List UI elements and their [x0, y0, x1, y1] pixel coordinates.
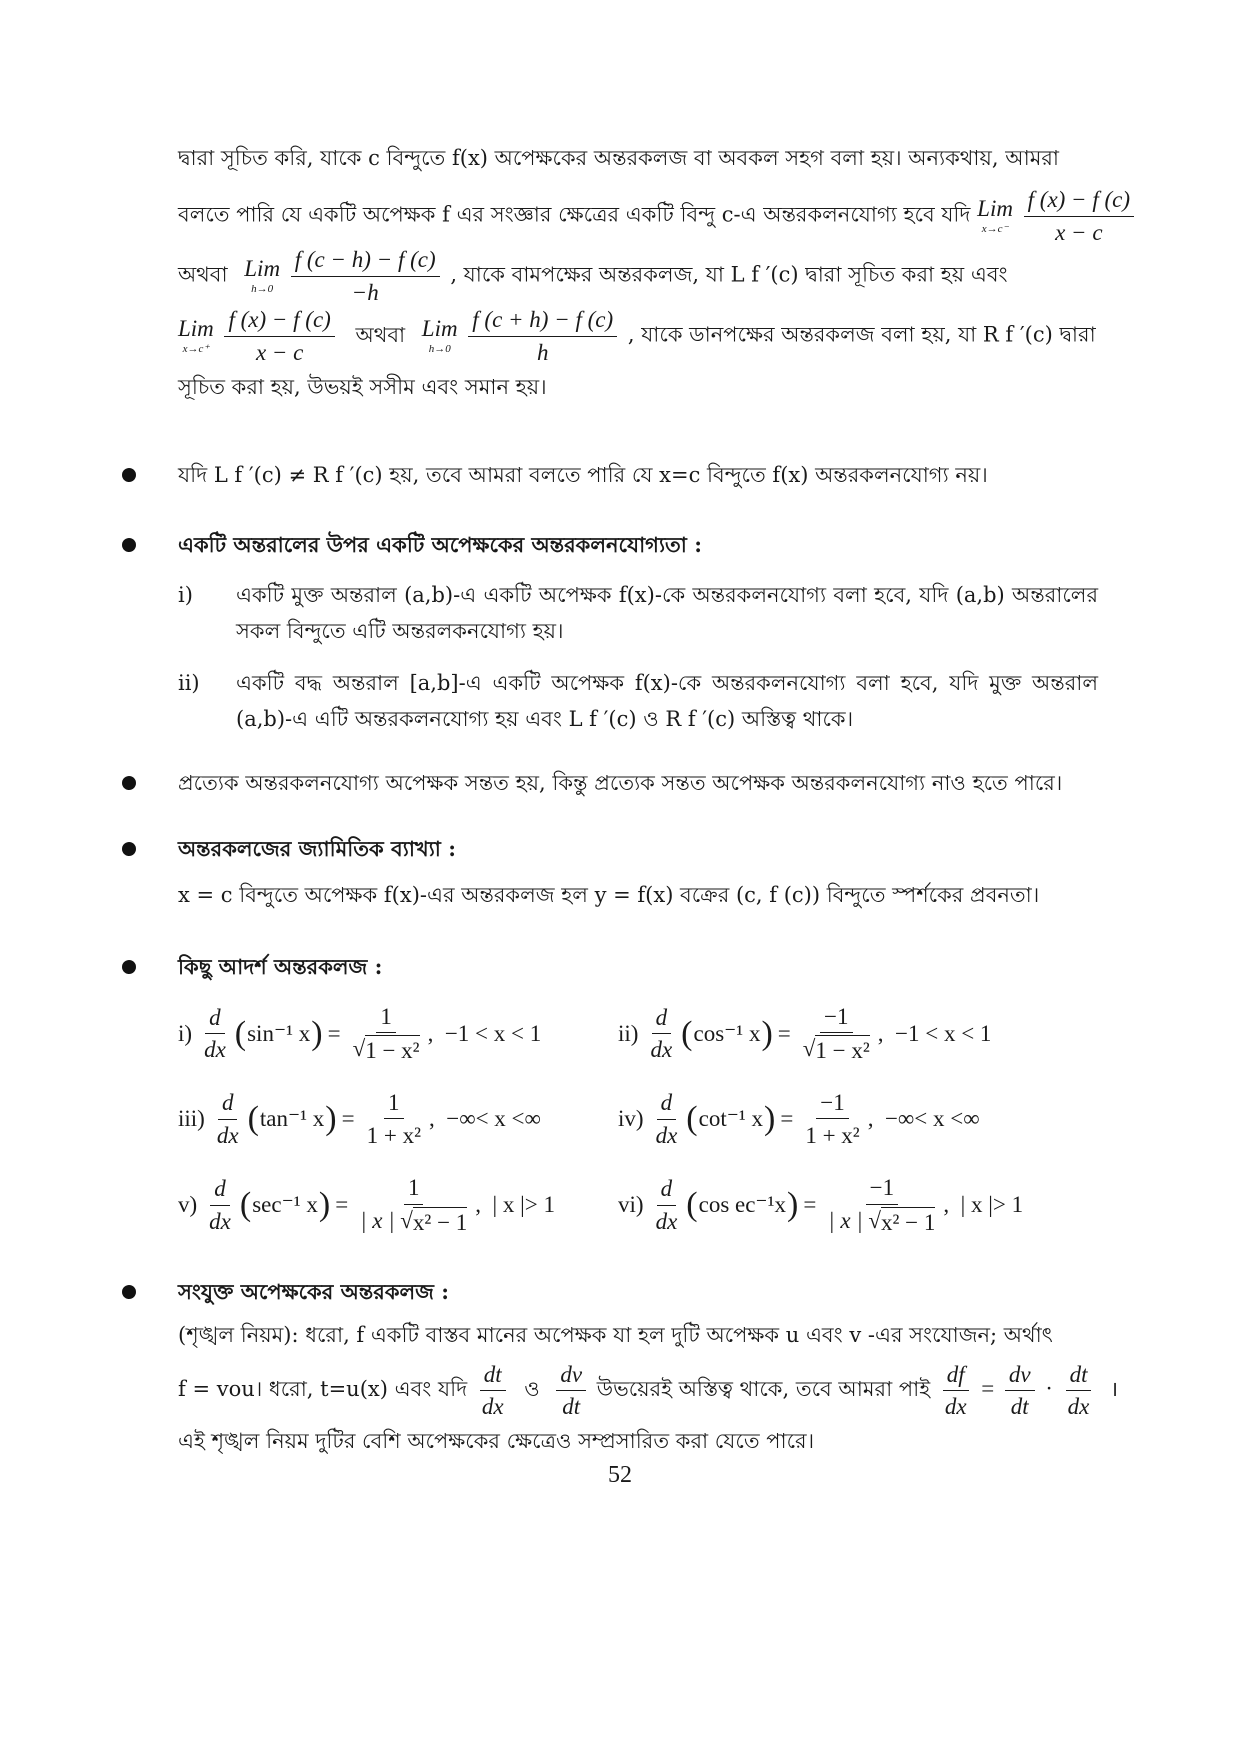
fraction [468, 306, 617, 366]
radicand: 1 + x² [805, 1123, 860, 1149]
para-line-3 [178, 246, 1098, 306]
bullet-dot [122, 538, 136, 552]
chain-rule-text: f = vou। ধরো, t=u(x) এবং যদি [178, 1377, 468, 1402]
close-paren: ) [764, 1100, 776, 1138]
section-heading: একটি অন্তরালের উপর একটি অপেক্ষকের অন্তরকলনযোগ্যতা : [178, 531, 702, 557]
fraction-denominator: −h [351, 279, 379, 305]
fraction-numerator: d [205, 1004, 225, 1035]
athoba-text: অথবা [355, 322, 406, 347]
radical-sign-icon: √ [400, 1207, 413, 1233]
result-fraction [363, 1089, 425, 1150]
section-heading: কিছু আদর্শ অন্তরকলজ : [178, 953, 383, 979]
d-dx-operator [205, 1175, 235, 1235]
function-expression: tan⁻¹ x [259, 1106, 325, 1132]
radicand: 1 − x² [815, 1035, 869, 1065]
radical-sign-icon: √ [802, 1036, 816, 1062]
list-item-text: একটি মুক্ত অন্তরাল (a,b)-এ একটি অপেক্ষক f(x)-কে অন্তরকলনযোগ্য বলা হবে, যদি (a,b) অন্তরালের সকল বিন্দুতে এটি অন্তরলকনযোগ্য হয়। [236, 582, 1098, 643]
fraction-denominator [363, 1119, 425, 1150]
result-fraction [824, 1174, 939, 1236]
open-paren: ( [686, 1100, 698, 1138]
fraction-denominator: dt [562, 1394, 581, 1420]
formula-number: iii) [178, 1106, 205, 1132]
formula-number: iv) [618, 1106, 644, 1132]
fraction-numerator: 1 [404, 1174, 424, 1205]
derivative-formula [178, 1003, 618, 1065]
fraction [1024, 186, 1134, 246]
domain-condition: , −1 < x < 1 [877, 1020, 992, 1046]
fraction-denominator [356, 1205, 471, 1237]
bullet-dot [122, 468, 136, 482]
fraction-denominator: dt [1010, 1394, 1029, 1420]
formula-number: vi) [618, 1192, 644, 1218]
fraction-numerator: −1 [820, 1003, 852, 1034]
athoba-text: অথবা [178, 262, 228, 287]
bullet-dot [122, 842, 136, 856]
close-paren: ) [318, 1186, 331, 1224]
bullet-nondifferentiable [178, 447, 1098, 503]
equals-sign: = [780, 1106, 794, 1132]
d-dx-operator [213, 1089, 243, 1149]
equals-sign: = [327, 1020, 341, 1046]
equals-sign: = [777, 1020, 791, 1046]
fraction-df-dx [941, 1361, 971, 1421]
equals-sign: = [335, 1192, 349, 1218]
lim-label: Lim [977, 196, 1013, 222]
formula-number: i) [178, 1020, 193, 1046]
fraction-denominator: dx [204, 1037, 226, 1063]
chain-rule-line-3: এই শৃঙ্খল নিয়ম দুটির বেশি অপেক্ষকের ক্ষেত্রেও সম্প্রসারিত করা যেতে পারে। [178, 1428, 815, 1453]
radicand: x² − 1 [881, 1207, 935, 1237]
derivative-formula [618, 1089, 1058, 1150]
fraction-denominator: dx [650, 1037, 673, 1063]
lim-subscript: h→0 [251, 283, 274, 296]
bullet-dot [122, 960, 136, 974]
fraction [224, 306, 334, 366]
derivative-formula [618, 1174, 1058, 1236]
o-text: ও [524, 1377, 540, 1402]
close-paren: ) [325, 1100, 337, 1138]
domain-condition: , −1 < x < 1 [427, 1020, 542, 1046]
fraction-denominator: dx [481, 1394, 504, 1420]
danda: । [1110, 1377, 1119, 1402]
equals-sign: = [803, 1192, 817, 1218]
fraction-numerator: f (c − h) − f (c) [291, 246, 440, 277]
equals-sign: = [981, 1376, 995, 1402]
fraction-numerator: 1 [376, 1003, 396, 1034]
open-paren: ( [247, 1100, 259, 1138]
lim-label: Lim [178, 316, 214, 342]
fraction-denominator: x − c [1055, 219, 1103, 245]
bullet-text: যদি L f ′(c) ≠ R f ′(c) হয়, তবে আমরা বলতে পারি যে x=c বিন্দুতে f(x) অন্তরকলনযোগ্য নয়। [178, 462, 988, 487]
square-root [353, 1035, 420, 1065]
fraction-numerator: dv [1005, 1361, 1035, 1392]
fraction-dv-dt [556, 1361, 586, 1421]
chain-rule-line-1: (শৃঙ্খল নিয়ম): ধরো, f একটি বাস্তব মানের অপেক্ষক যা হল দুটি অপেক্ষক u এবং v -এর সংযোজন; অর্থাৎ [178, 1323, 1053, 1348]
para-line-2-text: বলতে পারি যে একটি অপেক্ষক f এর সংজ্ঞার ক্ষেত্রের একটি বিন্দু c-এ অন্তরকলনযোগ্য হবে যদি [178, 202, 971, 227]
para-line-5: সূচিত করা হয়, উভয়ই সসীম এবং সমান হয়। [178, 374, 547, 399]
page-number: 52 [608, 1462, 632, 1488]
page-content [178, 130, 1130, 1461]
fraction-denominator [801, 1119, 863, 1150]
fraction-numerator: 1 [384, 1089, 404, 1120]
lim-label: Lim [244, 256, 281, 282]
fraction-denominator: x − c [255, 339, 304, 365]
derivative-formula [178, 1089, 618, 1150]
fraction-numerator: df [943, 1361, 969, 1392]
function-expression: cot⁻¹ x [698, 1106, 763, 1132]
fraction-numerator: d [657, 1089, 677, 1120]
limit-operator [244, 257, 280, 295]
fraction-numerator: dt [480, 1361, 506, 1392]
fraction [291, 246, 440, 306]
fraction-denominator: dx [655, 1122, 678, 1148]
d-dx-operator [652, 1089, 682, 1149]
domain-condition: , | x |> 1 [475, 1192, 555, 1218]
bullet-geometric-meaning [178, 829, 1098, 921]
square-root [805, 1121, 859, 1150]
square-root [803, 1035, 870, 1065]
lim-label: Lim [421, 316, 458, 342]
domain-condition: , −∞< x <∞ [428, 1106, 541, 1132]
list-item-number: i) [178, 582, 193, 607]
square-root [400, 1207, 467, 1237]
para-line-4-text: , যাকে ডানপক্ষের অন্তরকলজ বলা হয়, যা R f ′(c) দ্বারা [627, 322, 1096, 347]
list-item-number: ii) [178, 670, 200, 695]
radicand: 1 + x² [366, 1123, 421, 1149]
fraction-numerator: dt [1066, 1361, 1092, 1392]
fraction-numerator: f (x) − f (c) [1024, 186, 1134, 217]
bullet-text: প্রত্যেক অন্তরকলনযোগ্য অপেক্ষক সন্তত হয়, কিন্তু প্রত্যেক সন্তত অপেক্ষক অন্তরকলনযোগ্য নাও হতে পারে। [178, 770, 1063, 795]
derivative-formula [178, 1174, 618, 1236]
fraction-dt-dx [478, 1361, 508, 1421]
lim-subscript: x→c⁻ [981, 223, 1009, 236]
close-paren: ) [761, 1014, 773, 1052]
result-fraction [801, 1089, 863, 1150]
d-dx-operator [200, 1004, 230, 1064]
result-fraction [356, 1174, 471, 1236]
para-line-1: দ্বারা সূচিত করি, যাকে c বিন্দুতে f(x) অপেক্ষকের অন্তরকলজ বা অবকল সহগ বলা হয়। অন্যকথায়, আমরা [178, 146, 1060, 170]
list-item [178, 665, 1098, 737]
fraction-denominator [349, 1033, 424, 1065]
d-dx-operator [652, 1175, 682, 1235]
lim-subscript: x→c⁺ [182, 343, 210, 356]
fraction-numerator: f (c + h) − f (c) [468, 306, 617, 337]
radical-sign-icon: √ [868, 1207, 882, 1233]
limit-operator [422, 317, 458, 355]
bullet-continuity [178, 763, 1098, 803]
section-heading: সংযুক্ত অপেক্ষকের অন্তরকলজ : [178, 1279, 450, 1305]
para-line-2 [178, 186, 1130, 246]
fraction-numerator: dv [556, 1361, 586, 1392]
abs-x: | x | [360, 1207, 395, 1233]
fraction-denominator: dx [209, 1208, 231, 1234]
square-root [868, 1207, 935, 1237]
bullet-text: x = c বিন্দুতে অপেক্ষক f(x)-এর অন্তরকলজ হল y = f(x) বক্রের (c, f (c)) বিন্দুতে স্পর্শকের প্রবনতা। [178, 882, 1040, 907]
function-expression: sin⁻¹ x [247, 1020, 311, 1046]
chain-rule-line-2 [178, 1358, 1119, 1421]
fraction-denominator: dx [216, 1122, 239, 1148]
limit-operator [977, 197, 1013, 235]
para-line-3-text: , যাকে বামপক্ষের অন্তরকলজ, যা L f ′(c) দ্বারা সূচিত করা হয় এবং [450, 262, 1008, 287]
fraction-denominator: dx [1067, 1394, 1090, 1420]
fraction-denominator: dx [944, 1394, 967, 1420]
open-paren: ( [686, 1186, 698, 1224]
fraction-denominator: h [536, 339, 549, 365]
fraction-numerator: d [652, 1004, 672, 1035]
equals-sign: = [341, 1106, 355, 1132]
square-root [367, 1121, 421, 1150]
formula-number: ii) [618, 1020, 639, 1046]
function-expression: cos⁻¹ x [693, 1020, 761, 1046]
close-paren: ) [786, 1186, 799, 1224]
bullet-chain-rule [178, 1272, 1119, 1461]
bullet-standard-derivatives [178, 947, 1098, 1237]
close-paren: ) [311, 1014, 323, 1052]
domain-condition: , | x |> 1 [943, 1192, 1024, 1218]
lim-subscript: h→0 [428, 343, 451, 356]
para-line-4 [178, 306, 1098, 366]
list-item [178, 577, 1098, 649]
bullet-dot [122, 776, 136, 790]
list-item-text: একটি বদ্ধ অন্তরাল [a,b]-এ একটি অপেক্ষক f(x)-কে অন্তরকলনযোগ্য বলা হবে, যদি মুক্ত অন্তরাল (a,b)-এ এটি অন্তরকলনযোগ্য হয় এবং L f ′(c) ও R f ′(c) অস্তিত্ব থাকে। [236, 670, 1098, 731]
d-dx-operator [646, 1004, 676, 1064]
formula-grid [178, 1003, 1098, 1237]
multiply-dot: · [1045, 1376, 1053, 1402]
fraction-numerator: −1 [816, 1089, 848, 1120]
fraction-numerator: d [210, 1175, 230, 1206]
domain-condition: , −∞< x <∞ [867, 1106, 980, 1132]
open-paren: ( [234, 1014, 247, 1052]
bullet-interval-differentiability [178, 525, 1098, 737]
open-paren: ( [239, 1186, 252, 1224]
result-fraction [799, 1003, 874, 1065]
bullet-dot [122, 1285, 136, 1299]
limit-operator [178, 317, 214, 355]
fraction-denominator [824, 1205, 939, 1237]
derivative-formula [618, 1003, 1058, 1065]
abs-x: | x | [828, 1207, 863, 1233]
fraction-dv-dt [1005, 1361, 1035, 1421]
result-fraction [349, 1003, 424, 1065]
fraction-denominator: dx [655, 1208, 678, 1234]
function-expression: sec⁻¹ x [252, 1192, 318, 1218]
function-expression: cos ec⁻¹x [698, 1192, 786, 1218]
fraction-numerator: −1 [866, 1174, 898, 1205]
radical-sign-icon: √ [352, 1036, 366, 1062]
fraction-numerator: d [657, 1175, 677, 1206]
fraction-dt-dx [1064, 1361, 1094, 1421]
radicand: x² − 1 [413, 1207, 467, 1237]
open-paren: ( [681, 1014, 693, 1052]
section-heading: অন্তরকলজের জ্যামিতিক ব্যাখ্যা : [178, 835, 456, 861]
chain-rule-text: উভয়েরই অস্তিত্ব থাকে, তবে আমরা পাই [596, 1377, 931, 1402]
radicand: 1 − x² [365, 1035, 419, 1065]
fraction-numerator: f (x) − f (c) [224, 306, 334, 337]
fraction-numerator: d [218, 1089, 238, 1120]
formula-number: v) [178, 1192, 198, 1218]
fraction-denominator [799, 1033, 874, 1065]
